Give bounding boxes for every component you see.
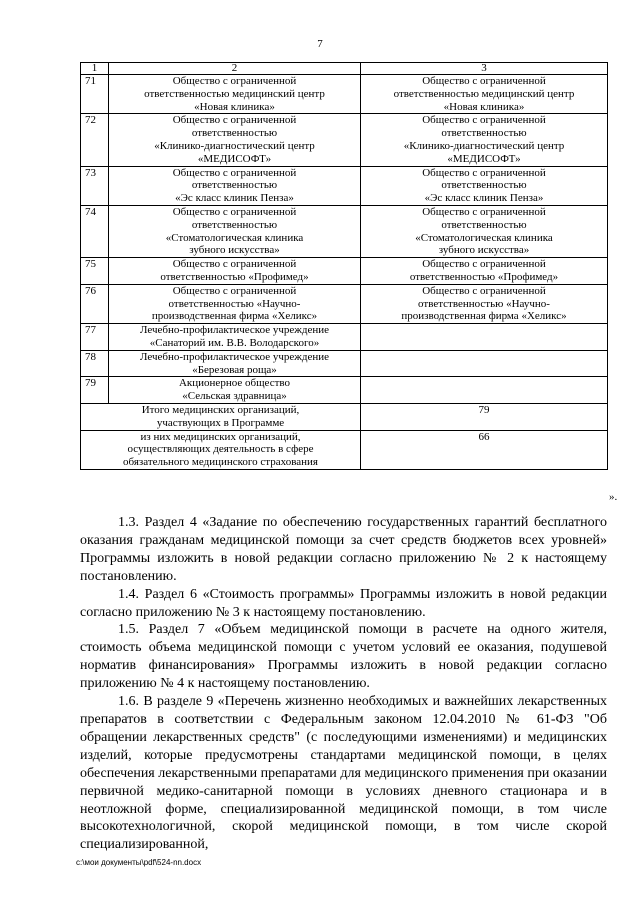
org-name-col3: Общество с ограниченной ответственностью «Научно- производственная фирма «Хеликс» bbox=[361, 284, 608, 323]
table-header-row bbox=[81, 63, 608, 75]
row-number: 76 bbox=[81, 284, 109, 323]
org-name-col3: Общество с ограниченной ответственностью «Профимед» bbox=[361, 258, 608, 285]
table-row bbox=[81, 258, 608, 285]
oms-row bbox=[81, 430, 608, 469]
page-number: 7 bbox=[317, 38, 323, 50]
paragraph-1-4: 1.4. Раздел 6 «Стоимость программы» Программы изложить в новой редакции согласно приложению № 3 к настоящему постановлению. bbox=[80, 586, 607, 620]
org-name-col3: Общество с ограниченной ответственностью «Клинико-диагностический центр «МЕДИСОФТ» bbox=[361, 114, 608, 166]
org-name-col2: Общество с ограниченной ответственностью медицинский центр «Новая клиника» bbox=[109, 75, 361, 114]
row-number: 75 bbox=[81, 258, 109, 285]
org-name-col2: Лечебно-профилактическое учреждение «Санаторий им. В.В. Володарского» bbox=[109, 324, 361, 351]
org-name-col3 bbox=[361, 377, 608, 404]
table-row bbox=[81, 166, 608, 205]
row-number: 72 bbox=[81, 114, 109, 166]
paragraph-1-5: 1.5. Раздел 7 «Объем медицинской помощи в расчете на одного жителя, стоимость объема медицинской помощи с учетом условий ее оказания, подушевой норматив финансирования» Программы изложить в новой редакции согласно приложению № 4 к настоящему постановлению. bbox=[80, 622, 607, 692]
total-row bbox=[81, 403, 608, 430]
body-text bbox=[80, 514, 607, 854]
header-col-3: 3 bbox=[361, 63, 608, 75]
org-name-col3: Общество с ограниченной ответственностью «Стоматологическая клиника зубного искусства» bbox=[361, 205, 608, 257]
row-number: 74 bbox=[81, 205, 109, 257]
org-name-col2: Лечебно-профилактическое учреждение «Березовая роща» bbox=[109, 350, 361, 377]
table-row bbox=[81, 205, 608, 257]
row-number: 77 bbox=[81, 324, 109, 351]
table-row bbox=[81, 350, 608, 377]
table-closing-quote: ». bbox=[609, 491, 618, 503]
total-value: 79 bbox=[361, 403, 608, 430]
paragraph-1-6: 1.6. В разделе 9 «Перечень жизненно необходимых и важнейших лекарственных препаратов в соответствии с Федеральным законом 12.04.2010 № 61-ФЗ "Об обращении лекарственных средств" (с последующими изменениями) и медицинских изделий, которые предусмотрены стандартами медицинской помощи, в целях обеспечения лекарственными препаратами для медицинского применения при оказании первичной медико-санитарной помощи в условиях дневного стационара и в неотложной форме, специализированной медицинской помощи, в том числе высокотехнологичной, скорой медицинской помощи, в том числе скорой специализированной, bbox=[80, 694, 607, 853]
org-name-col3: Общество с ограниченной ответственностью «Эс класс клиник Пенза» bbox=[361, 166, 608, 205]
header-col-2: 2 bbox=[109, 63, 361, 75]
org-name-col3: Общество с ограниченной ответственностью медицинский центр «Новая клиника» bbox=[361, 75, 608, 114]
oms-label: из них медицинских организаций, осуществляющих деятельность в сфере обязательного медицинского страхования bbox=[81, 430, 361, 469]
org-name-col2: Общество с ограниченной ответственностью «Профимед» bbox=[109, 258, 361, 285]
table-row bbox=[81, 324, 608, 351]
table-row bbox=[81, 377, 608, 404]
row-number: 78 bbox=[81, 350, 109, 377]
org-name-col3 bbox=[361, 324, 608, 351]
table-row bbox=[81, 284, 608, 323]
table-row bbox=[81, 75, 608, 114]
org-name-col2: Общество с ограниченной ответственностью «Эс класс клиник Пенза» bbox=[109, 166, 361, 205]
org-name-col2: Общество с ограниченной ответственностью «Клинико-диагностический центр «МЕДИСОФТ» bbox=[109, 114, 361, 166]
header-col-1: 1 bbox=[81, 63, 109, 75]
row-number: 71 bbox=[81, 75, 109, 114]
org-name-col3 bbox=[361, 350, 608, 377]
total-label: Итого медицинских организаций, участвующих в Программе bbox=[81, 403, 361, 430]
org-name-col2: Общество с ограниченной ответственностью «Стоматологическая клиника зубного искусства» bbox=[109, 205, 361, 257]
footer-file-path: c:\мои документы\pdf\524-nn.docx bbox=[76, 858, 202, 867]
org-name-col2: Акционерное общество «Сельская здравница» bbox=[109, 377, 361, 404]
oms-value: 66 bbox=[361, 430, 608, 469]
paragraph-1-3: 1.3. Раздел 4 «Задание по обеспечению государственных гарантий бесплатного оказания гражданам медицинской помощи за счет средств бюджетов всех уровней» Программы изложить в новой редакции согласно приложению № 2 к настоящему постановлению. bbox=[80, 515, 607, 584]
organizations-table bbox=[80, 62, 608, 470]
row-number: 73 bbox=[81, 166, 109, 205]
table-row bbox=[81, 114, 608, 166]
org-name-col2: Общество с ограниченной ответственностью «Научно- производственная фирма «Хеликс» bbox=[109, 284, 361, 323]
row-number: 79 bbox=[81, 377, 109, 404]
